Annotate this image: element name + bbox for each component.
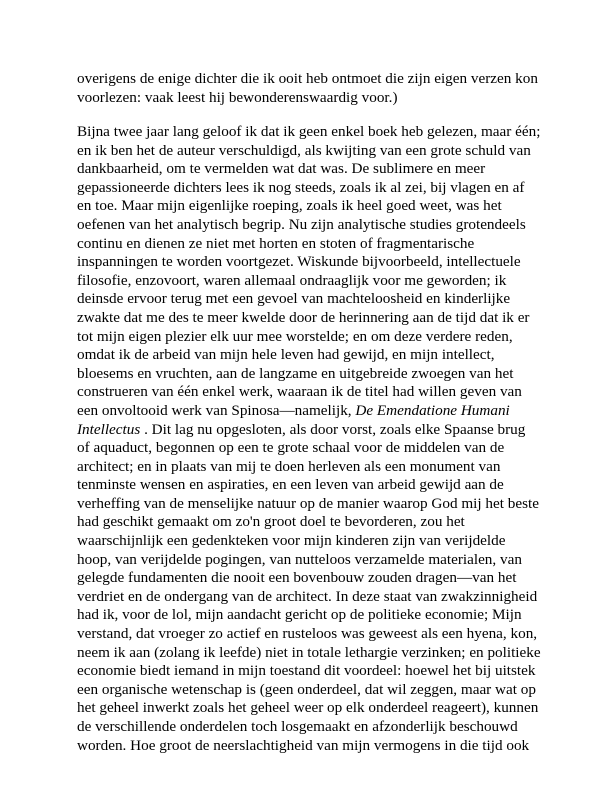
italic-book-title-continued: Intellectus (77, 420, 141, 438)
text-line: waarschijnlijk een gedenkteken voor mijn kinderen zijn van verijdelde (77, 532, 506, 550)
italic-book-title: De Emendatione Humani (355, 401, 510, 419)
text-line: voorlezen: vaak leest hij bewonderenswaardig voor.) (77, 88, 398, 106)
text-segment: . Dit lag nu opgesloten, als door vorst, zoals elke Spaanse brug (144, 420, 526, 438)
text-line: deinsde ervoor terug met een gevoel van machteloosheid en kinderlijke (77, 290, 511, 308)
text-line: economie biedt iemand in mijn toestand dit voordeel: hoewel het bij uitstek (77, 662, 536, 680)
text-line: verstand, dat vroeger zo actief en rusteloos was geweest als een hyena, kon, (77, 625, 538, 643)
text-line: verdriet en de ondergang van de architect. In deze staat van zwakzinnigheid (77, 587, 538, 605)
text-line: dankbaarheid, om te vermelden wat dat was. De sublimere en meer (77, 160, 486, 178)
text-line: bloesems en vruchten, aan de langzame en uitgebreide zwoegen van het (77, 364, 514, 382)
text-line: worden. Hoe groot de neerslachtigheid van mijn vermogens in die tijd ook (77, 736, 530, 754)
text-line: filosofie, enzovoort, waren allemaal ondraaglijk voor me geworden; ik (77, 271, 507, 289)
text-line: neem ik aan (zolang ik leefde) niet in totale lethargie verzinken; en politieke (77, 643, 541, 661)
text-line: omdat ik de arbeid van mijn hele leven had gewijd, en mijn intellect, (77, 346, 495, 364)
text-line: en ik ben het de auteur verschuldigd, als kwijting van een grote schuld van (77, 141, 531, 159)
text-line: of aquaduct, begonnen op een te grote schaal voor de middelen van de (77, 439, 505, 457)
text-line-with-title (77, 402, 540, 421)
text-line: zwakte dat me des te meer kwelde door de herinnering aan de tijd dat ik er (77, 308, 530, 326)
text-line: het geheel inwerkt zoals het geheel weer op elk onderdeel reageert), kunnen (77, 699, 539, 717)
text-line: overigens de enige dichter die ik ooit heb ontmoet die zijn eigen verzen kon (77, 70, 538, 87)
text-line: hoop, van verijdelde pogingen, van nutteloos verzamelde materialen, van (77, 550, 522, 568)
text-line: oefenen van het analytisch begrip. Nu zijn analytische studies grotendeels (77, 215, 526, 233)
text-line: construeren van één enkel werk, waaraan ik de titel had willen geven van (77, 383, 522, 401)
text-line: tot mijn eigen plezier elk uur mee worstelde; en om deze verdere reden, (77, 327, 513, 345)
text-line: gelegde fundamenten die nooit een bovenbouw zouden dragen—van het (77, 569, 517, 587)
text-line: had geschikt gemaakt om zo'n groot doel te bevorderen, zou het (77, 513, 465, 531)
text-line: continu en dienen ze niet met horten en stoten of fragmentarische (77, 234, 475, 252)
text-line: inspanningen te worden voortgezet. Wiskunde bijvoorbeeld, intellectuele (77, 253, 521, 271)
text-line: architect; en in plaats van mij te doen herleven als een monument van (77, 457, 501, 475)
paragraph-continuation (77, 70, 540, 107)
text-segment: een onvoltooid werk van Spinosa—namelijk, (77, 401, 356, 419)
text-line: Bijna twee jaar lang geloof ik dat ik geen enkel boek heb gelezen, maar één; (77, 123, 541, 140)
text-line: tenminste wensen en aspiraties, en een leven van arbeid gewijd aan de (77, 476, 504, 494)
text-line: gepassioneerde dichters lees ik nog steeds, zoals ik al zei, bij vlagen en af (77, 178, 525, 196)
text-line: verheffing van de menselijke natuur op de manier waarop God mij het beste (77, 494, 539, 512)
text-line: had ik, voor de lol, mijn aandacht gericht op de politieke economie; Mijn (77, 606, 522, 624)
text-line: de verschillende onderdelen toch losgemaakt en afzonderlijk beschouwd (77, 718, 518, 735)
text-line: een organische wetenschap is (geen onderdeel, dat wil zeggen, maar wat op (77, 680, 536, 698)
text-line: en toe. Maar mijn eigenlijke roeping, zoals ik heel goed weet, was het (77, 197, 502, 215)
text-line-with-title (77, 421, 540, 440)
paragraph-body (77, 123, 540, 755)
